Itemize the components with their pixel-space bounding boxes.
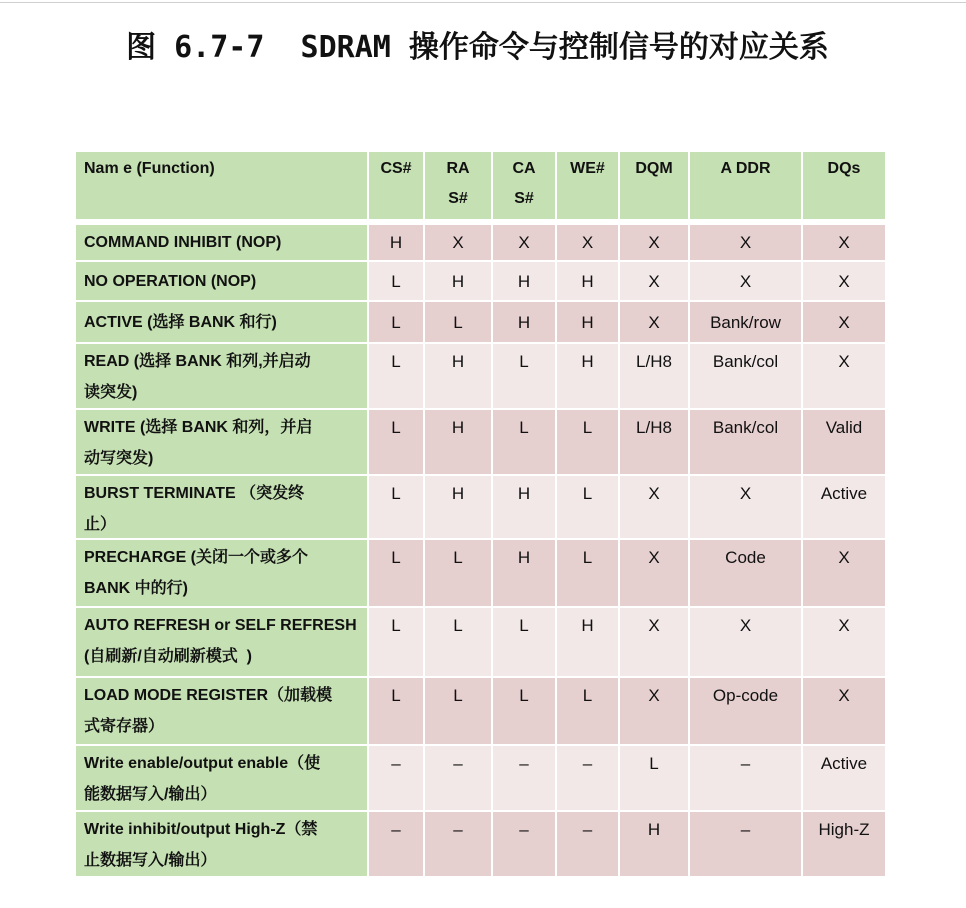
ras-cell: –	[425, 812, 491, 876]
cas-cell: H	[493, 540, 555, 606]
ras-cell: H	[425, 262, 491, 300]
addr-cell: Bank/col	[690, 410, 801, 474]
addr-cell: –	[690, 812, 801, 876]
header-cs	[369, 152, 423, 219]
cs-cell: –	[369, 746, 423, 810]
we-cell: L	[557, 410, 618, 474]
page-top-rule	[0, 2, 966, 3]
row-name-line: 止）	[84, 516, 117, 533]
addr-cell: Bank/col	[690, 344, 801, 408]
figure-title: 图 6.7-7 SDRAM 操作命令与控制信号的对应关系	[126, 30, 829, 65]
cas-cell: L	[493, 344, 555, 408]
we-cell: H	[557, 608, 618, 676]
dqm-cell: X	[620, 302, 688, 342]
row-name-line: 止数据写入/输出）	[84, 852, 217, 869]
header-we	[557, 152, 618, 219]
cs-cell: H	[369, 225, 423, 260]
row-name-line: ACTIVE (选择 BANK 和行)	[84, 313, 277, 331]
ras-cell: –	[425, 746, 491, 810]
row-name-line: 动写突发)	[84, 450, 154, 467]
we-cell: –	[557, 812, 618, 876]
cs-cell: L	[369, 476, 423, 538]
we-cell: X	[557, 225, 618, 260]
dqs-cell: X	[803, 302, 885, 342]
cas-cell: L	[493, 410, 555, 474]
we-cell: L	[557, 476, 618, 538]
dqs-cell: X	[803, 225, 885, 260]
dqm-cell: H	[620, 812, 688, 876]
ras-cell: L	[425, 678, 491, 744]
ras-cell: X	[425, 225, 491, 260]
cs-cell: L	[369, 678, 423, 744]
header-cas	[493, 152, 555, 219]
row-name-line: AUTO REFRESH or SELF REFRESH	[84, 617, 357, 634]
row-name-cell	[76, 302, 367, 342]
we-cell: H	[557, 302, 618, 342]
row-name-line: READ (选择 BANK 和列,并启动	[84, 353, 311, 370]
addr-cell: Bank/row	[690, 302, 801, 342]
cas-cell: H	[493, 302, 555, 342]
we-cell: H	[557, 262, 618, 300]
row-name-cell	[76, 262, 367, 300]
row-name-line: 能数据写入/输出）	[84, 786, 217, 803]
cs-cell: L	[369, 262, 423, 300]
row-name-line: WRITE (选择 BANK 和列，并启	[84, 419, 313, 436]
cas-cell: –	[493, 812, 555, 876]
dqs-cell: Active	[803, 746, 885, 810]
dqm-cell: X	[620, 540, 688, 606]
row-name-line: (自刷新/自动刷新模式 )	[84, 648, 252, 665]
dqm-cell: X	[620, 476, 688, 538]
addr-cell: X	[690, 262, 801, 300]
header-dqs	[803, 152, 885, 219]
header-label: WE#	[570, 160, 605, 177]
dqm-cell: L	[620, 746, 688, 810]
header-label: CS#	[380, 160, 412, 177]
row-name-cell	[76, 746, 367, 810]
header-label: RA	[446, 160, 470, 177]
row-name-line: BURST TERMINATE （突发终	[84, 485, 305, 502]
dqs-cell: X	[803, 608, 885, 676]
row-name-cell	[76, 812, 367, 876]
we-cell: –	[557, 746, 618, 810]
header-name-function	[76, 152, 367, 219]
ras-cell: H	[425, 476, 491, 538]
header-addr	[690, 152, 801, 219]
row-name-cell	[76, 540, 367, 606]
row-name-cell	[76, 608, 367, 676]
ras-cell: L	[425, 540, 491, 606]
row-name-line: COMMAND INHIBIT (NOP)	[84, 234, 282, 251]
dqs-cell: X	[803, 540, 885, 606]
row-name-cell	[76, 225, 367, 260]
ras-cell: H	[425, 344, 491, 408]
row-name-cell	[76, 410, 367, 474]
table-header-row	[76, 152, 885, 219]
dqm-cell: X	[620, 678, 688, 744]
row-name-line: PRECHARGE (关闭一个或多个	[84, 549, 309, 566]
cs-cell: L	[369, 540, 423, 606]
header-label: DQs	[827, 160, 861, 177]
we-cell: H	[557, 344, 618, 408]
cs-cell: L	[369, 302, 423, 342]
row-name-cell	[76, 476, 367, 538]
dqs-cell: High-Z	[803, 812, 885, 876]
header-ras	[425, 152, 491, 219]
dqm-cell: L/H8	[620, 344, 688, 408]
addr-cell: –	[690, 746, 801, 810]
addr-cell: X	[690, 476, 801, 538]
table-body	[76, 225, 885, 876]
we-cell: L	[557, 678, 618, 744]
row-name-line: Write inhibit/output High-Z（禁	[84, 821, 318, 838]
ras-cell: L	[425, 302, 491, 342]
row-name-cell	[76, 678, 367, 744]
dqm-cell: X	[620, 262, 688, 300]
addr-cell: Code	[690, 540, 801, 606]
row-name-line: LOAD MODE REGISTER（加载模	[84, 687, 333, 704]
header-label: A DDR	[720, 160, 771, 177]
row-name-line: BANK 中的行)	[84, 580, 188, 597]
dqs-cell: Active	[803, 476, 885, 538]
addr-cell: Op-code	[690, 678, 801, 744]
addr-cell: X	[690, 225, 801, 260]
header-label: Nam e (Function)	[84, 160, 215, 177]
header-label: CA	[512, 160, 536, 177]
dqs-cell: X	[803, 262, 885, 300]
row-name-line: Write enable/output enable（使	[84, 755, 321, 772]
cas-cell: L	[493, 608, 555, 676]
row-name-line: NO OPERATION (NOP)	[84, 272, 257, 290]
cs-cell: L	[369, 410, 423, 474]
cas-cell: L	[493, 678, 555, 744]
dqm-cell: X	[620, 608, 688, 676]
cas-cell: H	[493, 262, 555, 300]
cs-cell: L	[369, 608, 423, 676]
dqs-cell: Valid	[803, 410, 885, 474]
header-dqm	[620, 152, 688, 219]
row-name-line: 读突发)	[84, 384, 138, 401]
addr-cell: X	[690, 608, 801, 676]
row-name-line: 式寄存器）	[84, 718, 165, 735]
dqs-cell: X	[803, 678, 885, 744]
dqs-cell: X	[803, 344, 885, 408]
cas-cell: X	[493, 225, 555, 260]
header-label: S#	[514, 190, 534, 207]
ras-cell: H	[425, 410, 491, 474]
cas-cell: H	[493, 476, 555, 538]
dqm-cell: L/H8	[620, 410, 688, 474]
cs-cell: –	[369, 812, 423, 876]
sdram-command-table	[76, 152, 885, 876]
header-label: DQM	[635, 160, 673, 177]
dqm-cell: X	[620, 225, 688, 260]
header-label: S#	[448, 190, 468, 207]
cas-cell: –	[493, 746, 555, 810]
ras-cell: L	[425, 608, 491, 676]
row-name-cell	[76, 344, 367, 408]
we-cell: L	[557, 540, 618, 606]
cs-cell: L	[369, 344, 423, 408]
